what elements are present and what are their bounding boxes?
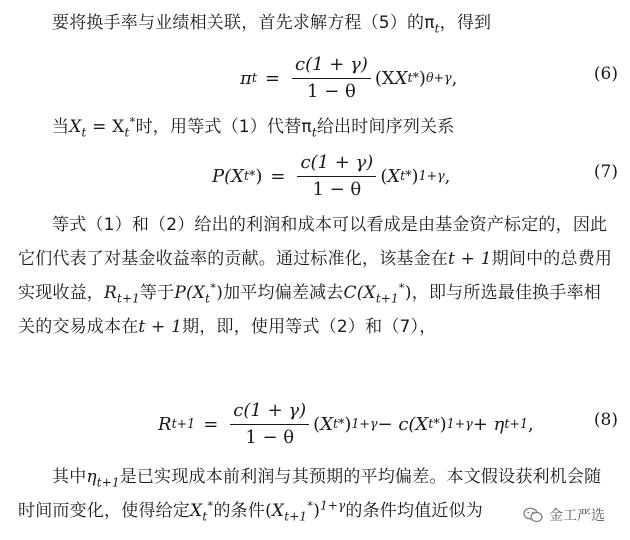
paragraph-4: 其中$\eta_{t+1}$是已实现成本前利润与其预期的平均偏差。本文假设获利机会随时间而变化，使得给定$X_t^*$的条件$(X_{t+1}^*)^{1+\gamma}$的条件均值近似为 <box>18 467 602 524</box>
paragraph-2: 当$X_t = X_t^*$时，用等式（1）代替$\pi_t$给出时间序列关系 <box>52 114 455 140</box>
paragraph-3: 等式（1）和（2）给出的利润和成本可以看成是由基金资产标定的，因此它们代表了对基金收益率的贡献。通过标准化，该基金在t + 1期间中的总费用实现收益，$R_{t+1}$等于$P(X_t^*)$加平均偏差减去$C(X_{t+1}^*)$，即与所选最佳换手率相关的交易成本在t + 1期，即，使用等式（2）和（7）， <box>18 215 613 337</box>
equation-number: (8) <box>593 410 618 430</box>
equation-7: P(X t * ) = $\frac{c(1 + \gamma)}{1 - \theta}$ ( X t * ) 1+γ , (7) <box>212 151 618 200</box>
watermark-text: 金工严选 <box>549 508 605 524</box>
paragraph-1: 要将换手率与业绩相关联，首先求解方程（5）的$\pi_t$，得到 <box>52 13 492 36</box>
equation-6: π t = $\frac{c(1 + \gamma)}{1 - \theta}$ (X X t * ) θ+γ , (6) <box>240 53 618 102</box>
equation-number: (6) <box>593 64 618 84</box>
equation-8: R t+1 = $\frac{c(1 + \gamma)}{1 - \theta}$ ( X t * ) 1+γ − c(X t * ) 1+γ + η t+1 , (8) <box>158 399 618 448</box>
watermark <box>523 505 605 525</box>
wechat-icon <box>523 507 543 523</box>
equation-number: (7) <box>593 162 618 182</box>
